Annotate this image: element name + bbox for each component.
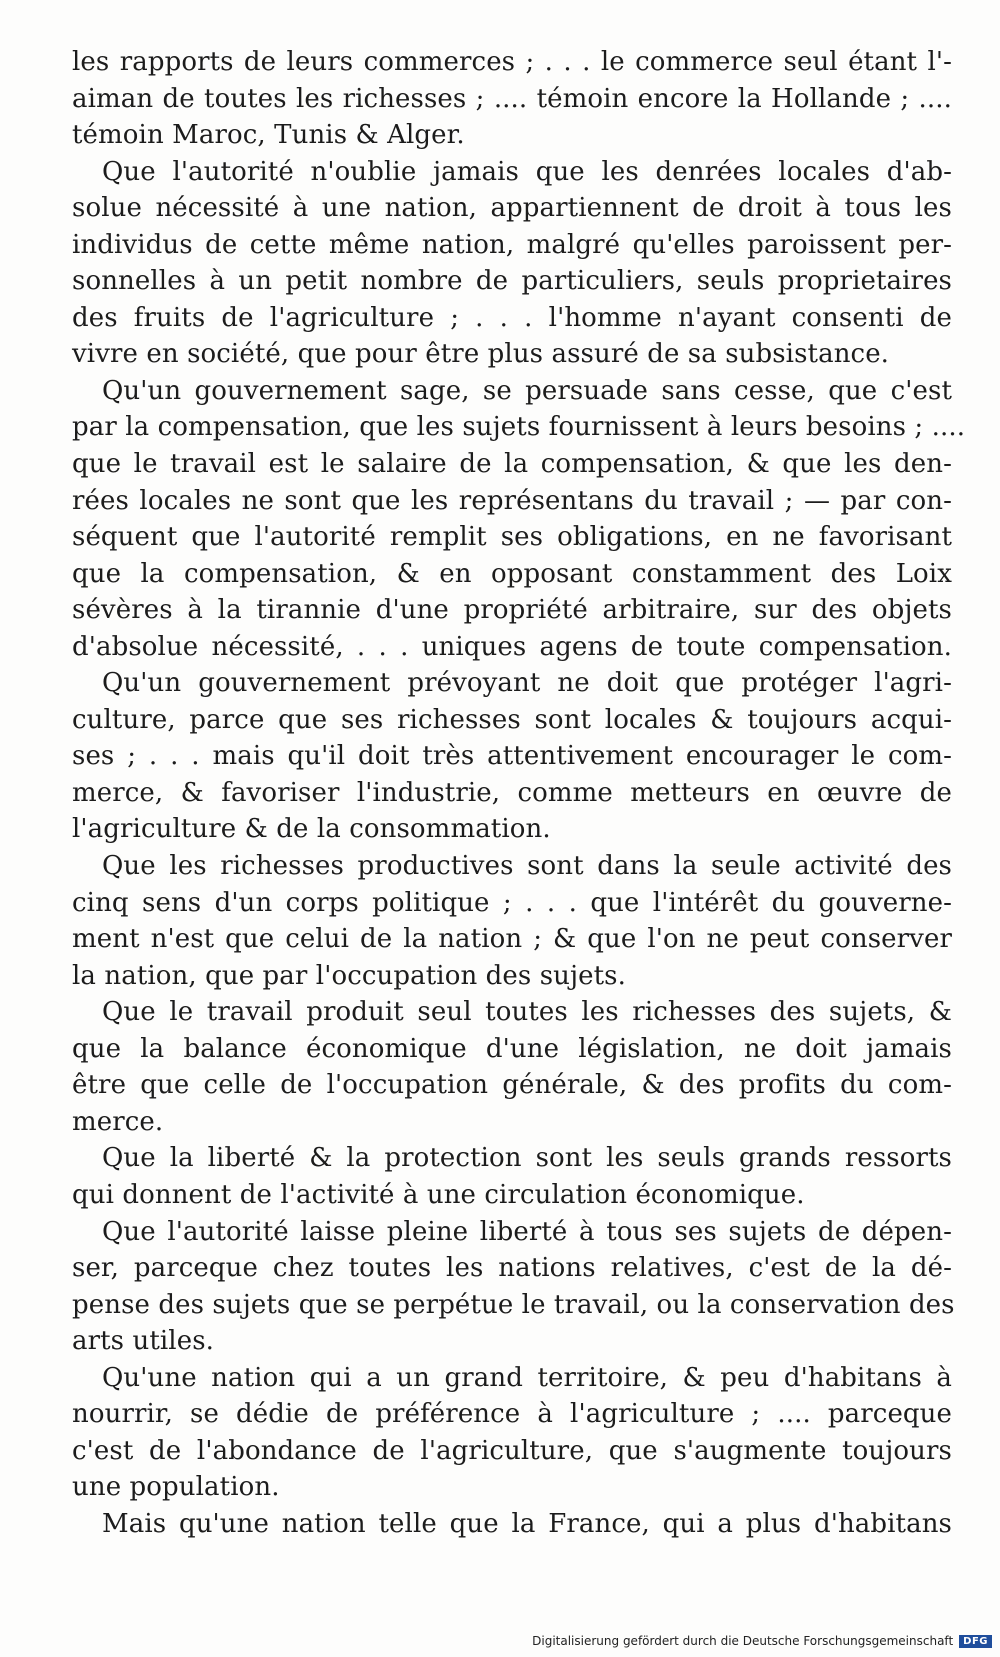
text-line: que la balance économique d'une législation, ne doit jamais <box>72 1033 952 1064</box>
text-line: séquent que l'autorité remplit ses obligations, en ne favorisant <box>72 522 952 553</box>
text-line: être que celle de l'occupation générale, & des profits du com- <box>72 1070 952 1101</box>
text-line: Que les richesses productives sont dans la seule activité des <box>102 851 952 882</box>
text-line: arts utiles. <box>72 1326 215 1357</box>
text-line: Mais qu'une nation telle que la France, qui a plus d'habitans <box>102 1508 952 1539</box>
text-line: c'est de l'abondance de l'agriculture, que s'augmente toujours <box>72 1435 952 1466</box>
text-line: les rapports de leurs commerces ; . . . le commerce seul étant l'- <box>72 47 952 77</box>
text-line: merce, & favoriser l'industrie, comme metteurs en œuvre de <box>72 777 952 808</box>
text-line: des fruits de l'agriculture ; . . . l'homme n'ayant consenti de <box>72 302 952 333</box>
text-line: Que le travail produit seul toutes les richesses des sujets, & <box>102 997 952 1028</box>
text-line: merce. <box>72 1106 164 1137</box>
text-line: ser, parceque chez toutes les nations relatives, c'est de la dé- <box>72 1253 952 1284</box>
text-line: Que la liberté & la protection sont les seuls grands ressorts <box>102 1143 952 1174</box>
text-line: sévères à la tirannie d'une propriété arbitraire, sur des objets <box>72 595 952 626</box>
text-line: d'absolue nécessité, . . . uniques agens de toute compensation. <box>72 631 952 662</box>
text-line: qui donnent de l'activité à une circulation économique. <box>72 1179 805 1210</box>
body-text <box>72 44 966 1542</box>
text-line: que la compensation, & en opposant constamment des Loix <box>72 558 952 589</box>
digitization-footer <box>532 1631 992 1651</box>
text-line: Que l'autorité n'oublie jamais que les denrées locales d'ab- <box>102 156 952 187</box>
text-line: la nation, que par l'occupation des sujets. <box>72 960 626 991</box>
text-line: témoin Maroc, Tunis & Alger. <box>72 120 465 151</box>
text-line: par la compensation, que les sujets fournissent à leurs besoins ; .... <box>72 412 966 443</box>
text-line: Que l'autorité laisse pleine liberté à tous ses sujets de dépen- <box>102 1216 952 1247</box>
text-line: aiman de toutes les richesses ; .... témoin encore la Hollande ; .... <box>72 83 952 114</box>
text-line: Qu'un gouvernement sage, se persuade sans cesse, que c'est <box>102 375 952 406</box>
text-line: nourrir, se dédie de préférence à l'agriculture ; .... parceque <box>72 1399 952 1430</box>
dfg-logo-icon: DFG <box>959 1635 992 1648</box>
text-line: rées locales ne sont que les représentans du travail ; — par con- <box>72 485 952 516</box>
text-line: sonnelles à un petit nombre de particuliers, seuls proprietaires <box>72 266 952 297</box>
text-line: cinq sens d'un corps politique ; . . . que l'intérêt du gouverne- <box>72 887 952 918</box>
text-line: ment n'est que celui de la nation ; & que l'on ne peut conserver <box>72 924 952 955</box>
text-line: une population. <box>72 1472 280 1503</box>
text-line: ses ; . . . mais qu'il doit très attentivement encourager le com- <box>72 741 952 772</box>
text-line: Qu'une nation qui a un grand territoire, & peu d'habitans à <box>102 1362 952 1393</box>
text-line: culture, parce que ses richesses sont locales & toujours acqui- <box>72 704 952 735</box>
text-line: individus de cette même nation, malgré qu'elles paroissent per- <box>72 229 952 260</box>
text-line: vivre en société, que pour être plus assuré de sa subsistance. <box>72 339 890 370</box>
text-line: que le travail est le salaire de la compensation, & que les den- <box>72 449 952 480</box>
text-line: solue nécessité à une nation, appartiennent de droit à tous les <box>72 193 952 224</box>
text-line: Qu'un gouvernement prévoyant ne doit que protéger l'agri- <box>102 668 952 699</box>
text-line: pense des sujets que se perpétue le travail, ou la conservation des <box>72 1289 955 1320</box>
footer-credit: Digitalisierung gefördert durch die Deutsche Forschungsgemeinschaft <box>532 1634 954 1648</box>
text-line: l'agriculture & de la consommation. <box>72 814 551 845</box>
